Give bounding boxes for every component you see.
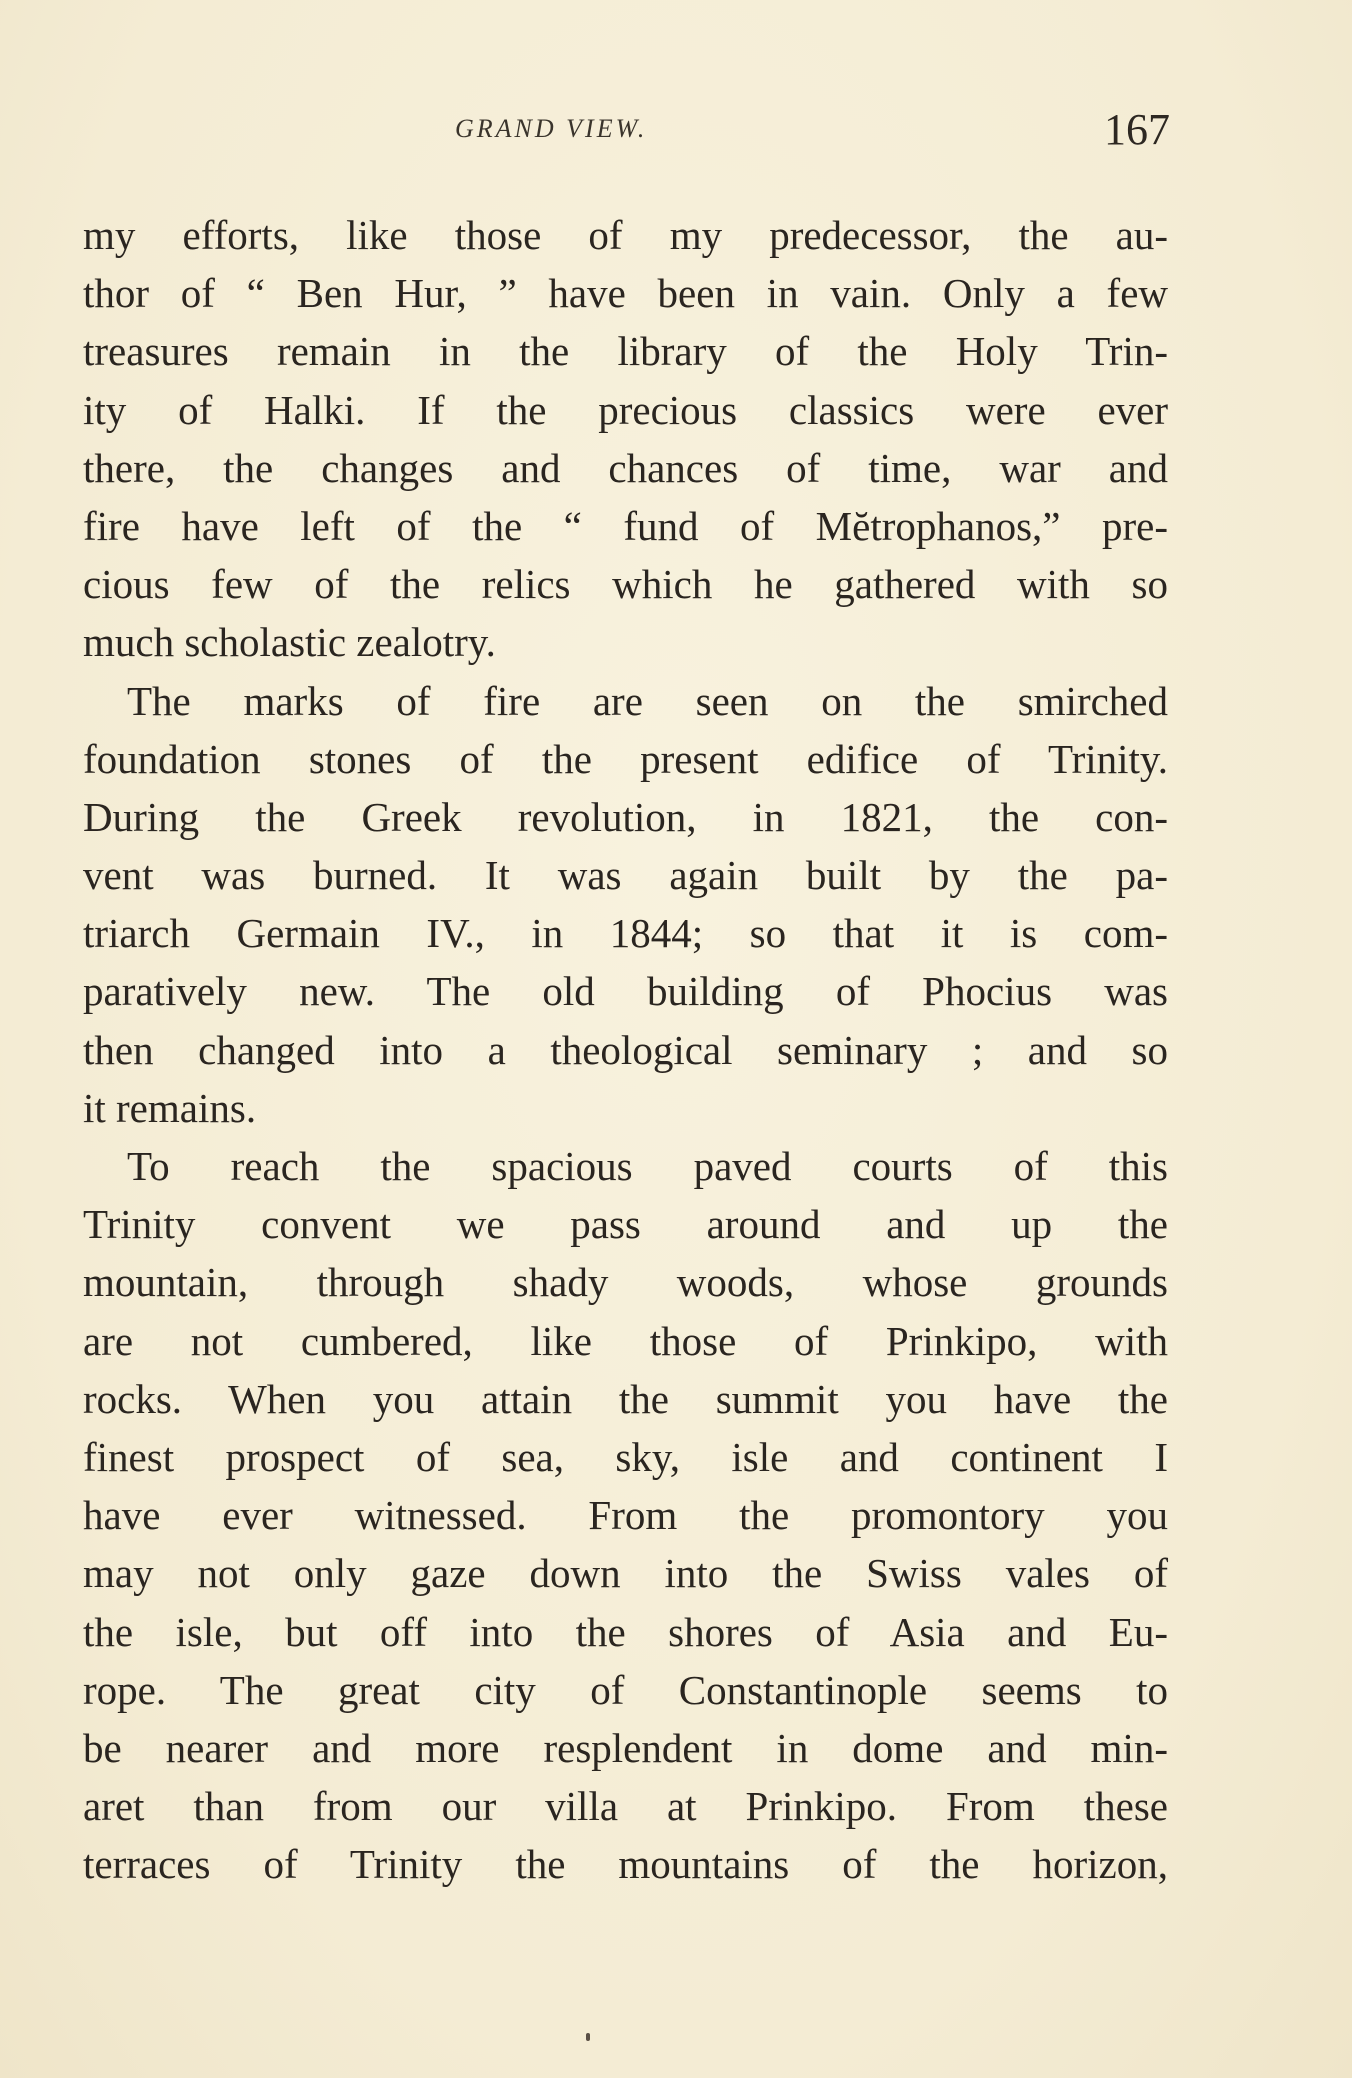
text-line: the isle, but off into the shores of Asia and Eu- [83, 1608, 1168, 1655]
text-line: To reach the spacious paved courts of this [127, 1143, 1168, 1189]
body-text [83, 206, 1168, 1893]
text-line: During the Greek revolution, in 1821, the con- [83, 793, 1168, 840]
running-title: GRAND VIEW. [455, 114, 648, 143]
text-line: have ever witnessed. From the promontory you [83, 1492, 1168, 1539]
text-line: vent was burned. It was again built by the pa- [83, 852, 1168, 899]
text-line: my efforts, like those of my predecessor, the au- [83, 212, 1168, 258]
text-line: thor of “ Ben Hur, ” have been in vain. Only a few [83, 270, 1168, 317]
text-line: mountain, through shady woods, whose grounds [83, 1259, 1168, 1306]
text-line: triarch Germain IV., in 1844; so that it is com- [83, 910, 1168, 957]
text-line: The marks of fire are seen on the smirched [127, 677, 1168, 724]
text-line: much scholastic zealotry. [83, 619, 496, 666]
running-head [0, 104, 1352, 164]
text-line: finest prospect of sea, sky, isle and continent I [83, 1433, 1168, 1480]
page-number: 167 [1104, 105, 1170, 154]
text-line: may not only gaze down into the Swiss vales of [83, 1550, 1168, 1597]
text-line: terraces of Trinity the mountains of the horizon, [83, 1841, 1168, 1888]
text-line: aret than from our villa at Prinkipo. From these [83, 1783, 1168, 1830]
text-line: foundation stones of the present edifice of Trinity. [83, 735, 1168, 782]
ink-speck [586, 2033, 590, 2041]
text-line: it remains. [83, 1084, 257, 1131]
text-line: paratively new. The old building of Phocius was [83, 968, 1168, 1015]
text-line: then changed into a theological seminary ; and so [83, 1026, 1168, 1073]
text-line: rocks. When you attain the summit you have the [83, 1375, 1168, 1422]
text-line: fire have left of the “ fund of Mĕtrophanos,” pre- [83, 502, 1168, 549]
text-line: ity of Halki. If the precious classics were ever [83, 386, 1168, 433]
text-line: be nearer and more resplendent in dome and min- [83, 1724, 1168, 1771]
text-line: there, the changes and chances of time, war and [83, 444, 1168, 491]
text-line: treasures remain in the library of the Holy Trin- [83, 328, 1168, 375]
text-line: Trinity convent we pass around and up the [83, 1201, 1168, 1248]
text-line: are not cumbered, like those of Prinkipo, with [83, 1317, 1168, 1364]
text-line: rope. The great city of Constantinople seems to [83, 1666, 1168, 1713]
text-line: cious few of the relics which he gathered with so [83, 561, 1168, 608]
